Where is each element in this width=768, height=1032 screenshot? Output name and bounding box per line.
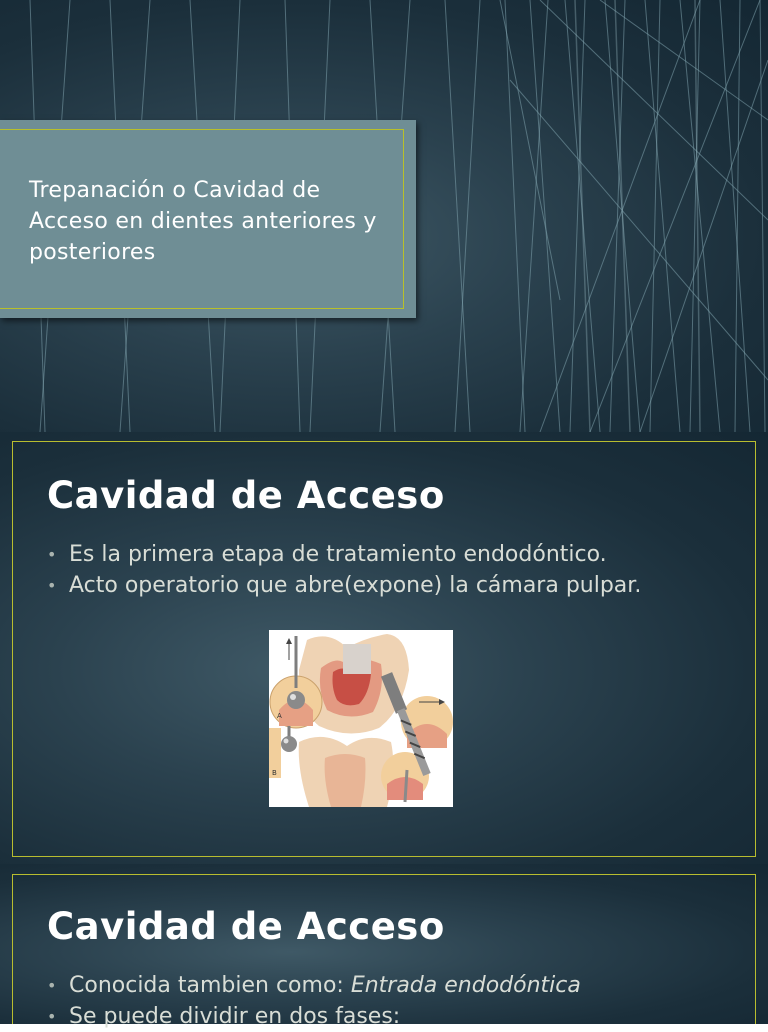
access-cavity-illustration — [269, 630, 453, 807]
slide-heading: Cavidad de Acceso — [47, 905, 445, 948]
bullet-item: • Acto operatorio que abre(expone) la cámara pulpar. — [47, 570, 727, 601]
bullet-item: • Es la primera etapa de tratamiento endodóntico. — [47, 539, 727, 570]
bullet-dot-icon: • — [47, 976, 57, 995]
bullet-dot-icon: • — [47, 545, 57, 564]
bullet-item: • Conocida tambien como: Entrada endodóntica — [47, 970, 727, 1001]
bullet-dot-icon: • — [47, 576, 57, 595]
figure-label-b: B — [272, 769, 277, 777]
title-slide — [0, 0, 768, 432]
bullet-list — [47, 539, 727, 601]
bullet-list — [47, 970, 727, 1032]
bullet-item: • Se puede dividir en dos fases: — [47, 1001, 727, 1032]
figure-label-a: A — [277, 712, 282, 720]
bullet-dot-icon: • — [47, 1007, 57, 1026]
slide-heading: Cavidad de Acceso — [47, 474, 445, 517]
slide-title: Trepanación o Cavidad de Acceso en dientes anteriores y posteriores — [29, 178, 377, 265]
